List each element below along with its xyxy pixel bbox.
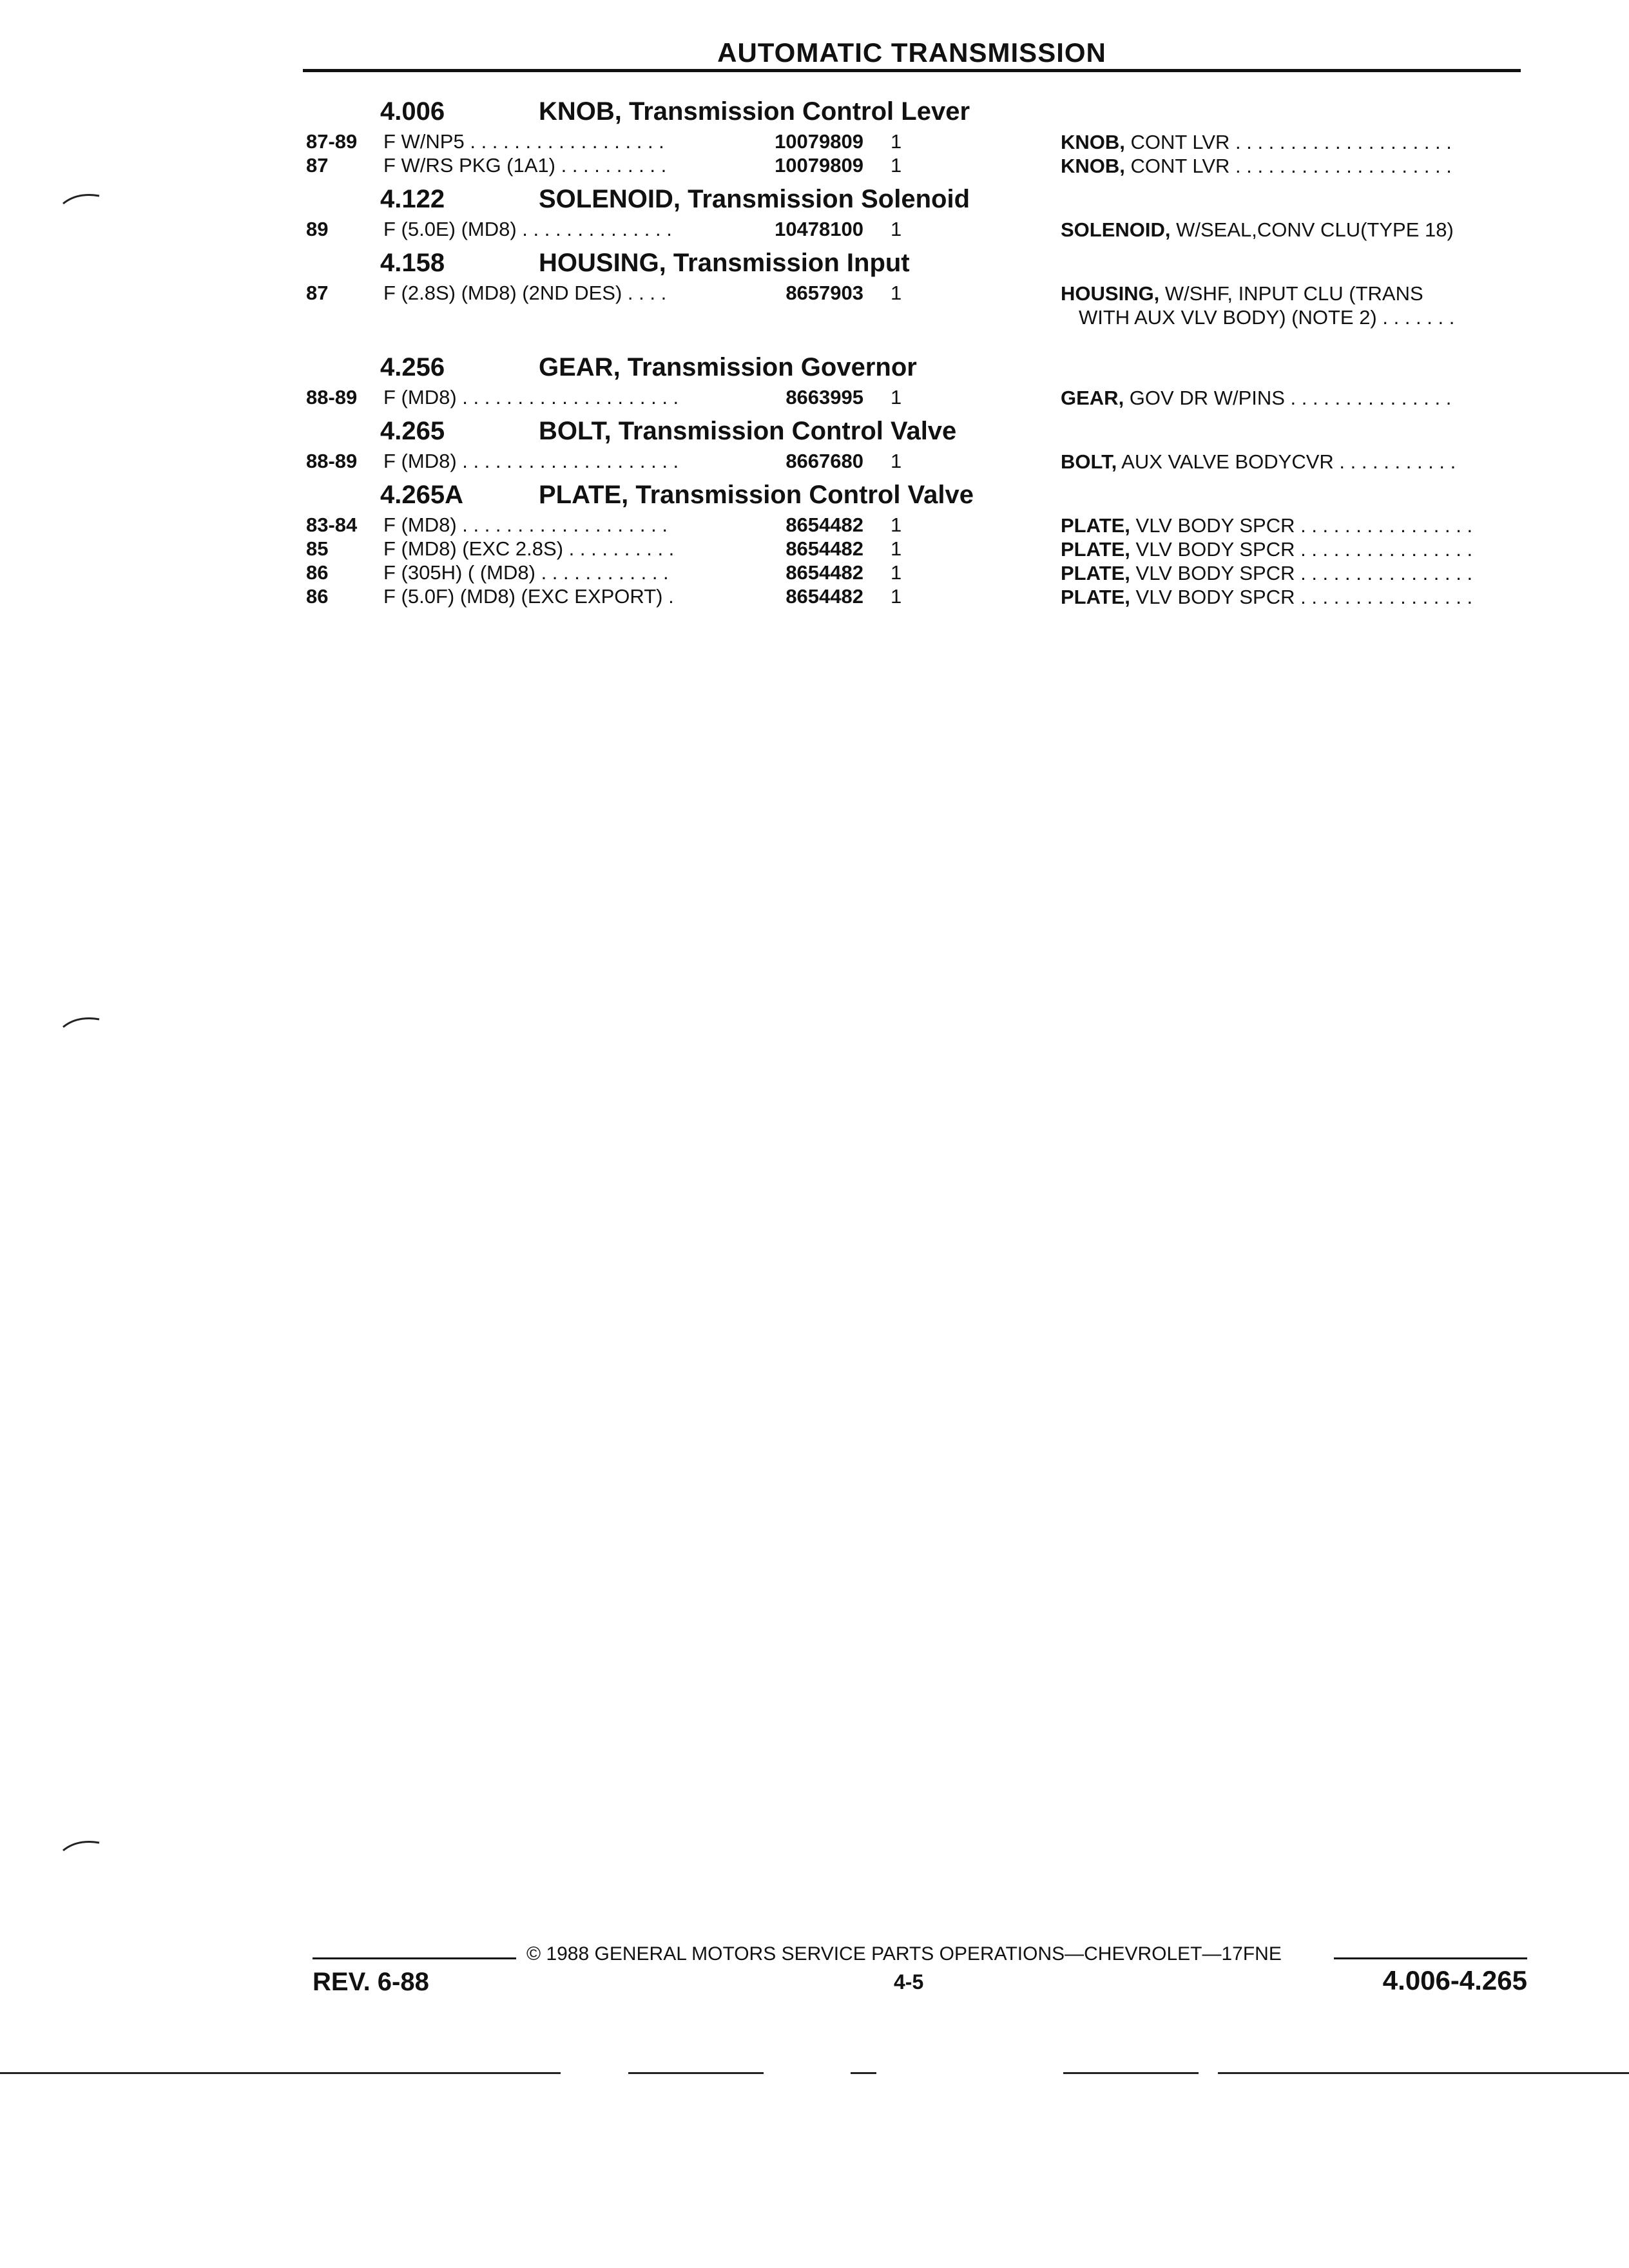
footer-rule [313, 1957, 516, 1959]
group-name: HOUSING, Transmission Input [539, 249, 910, 277]
nomenclature-text: VLV BODY SPCR . . . . . . . . . . . . . . . . [1130, 514, 1473, 537]
part-number: 10079809 [775, 154, 863, 177]
page-title: AUTOMATIC TRANSMISSION [717, 37, 1106, 68]
group-number: 4.265 [380, 417, 445, 445]
part-row [303, 561, 1527, 585]
nomenclature-key: KNOB, [1061, 155, 1125, 177]
group-heading [303, 410, 1527, 450]
usage-description: F W/RS PKG (1A1) . . . . . . . . . . [383, 154, 667, 177]
part-number: 8654482 [786, 514, 863, 536]
model-years: 88-89 [306, 386, 358, 408]
nomenclature [1061, 130, 1521, 154]
model-years: 86 [306, 561, 329, 584]
part-row [303, 386, 1527, 410]
nomenclature-key: PLATE, [1061, 538, 1130, 561]
nomenclature [1061, 561, 1521, 585]
nomenclature-text: CONT LVR . . . . . . . . . . . . . . . . . . . . [1124, 155, 1452, 177]
group-name: KNOB, Transmission Control Lever [539, 97, 970, 126]
part-number: 8667680 [786, 450, 863, 472]
binder-mark [62, 1010, 102, 1030]
spacer [303, 329, 1527, 346]
page-footer [313, 1939, 1537, 2004]
scan-edge-line [628, 2072, 764, 2074]
nomenclature-key: KNOB, [1061, 131, 1125, 153]
nomenclature-text: CONT LVR . . . . . . . . . . . . . . . . . . . . [1124, 131, 1452, 153]
copyright-notice: © 1988 GENERAL MOTORS SERVICE PARTS OPERATIONS—CHEVROLET—17FNE [526, 1943, 1282, 1965]
scan-edge-line [1218, 2072, 1629, 2074]
quantity: 1 [891, 514, 902, 536]
nomenclature-key: SOLENOID, [1061, 218, 1171, 241]
nomenclature-text: VLV BODY SPCR . . . . . . . . . . . . . . . . [1130, 562, 1473, 584]
usage-description: F (MD8) . . . . . . . . . . . . . . . . . . . . [383, 386, 679, 408]
model-years: 89 [306, 218, 329, 240]
nomenclature [1061, 450, 1521, 474]
group-number: 4.006 [380, 97, 445, 126]
group-number: 4.256 [380, 353, 445, 381]
scan-edge-line [0, 2072, 561, 2074]
quantity: 1 [891, 154, 902, 177]
binder-mark [62, 1834, 102, 1853]
model-years: 85 [306, 537, 329, 560]
part-row [303, 585, 1527, 609]
group-heading [303, 346, 1527, 386]
nomenclature [1061, 282, 1521, 329]
scan-edge-line [1063, 2072, 1199, 2074]
quantity: 1 [891, 585, 902, 608]
group-name: GEAR, Transmission Governor [539, 353, 917, 381]
group-heading [303, 242, 1527, 282]
part-row [303, 282, 1527, 329]
group-name: SOLENOID, Transmission Solenoid [539, 185, 970, 213]
part-number: 8657903 [786, 282, 863, 304]
group-name: BOLT, Transmission Control Valve [539, 417, 957, 445]
page-number: 4-5 [894, 1970, 924, 1994]
quantity: 1 [891, 130, 902, 153]
nomenclature-text: W/SEAL,CONV CLU(TYPE 18) [1170, 218, 1454, 241]
model-years: 87-89 [306, 130, 358, 153]
part-row [303, 450, 1527, 474]
nomenclature-text: W/SHF, INPUT CLU (TRANS [1159, 282, 1423, 305]
nomenclature [1061, 514, 1521, 537]
group-number: 4.122 [380, 185, 445, 213]
quantity: 1 [891, 450, 902, 472]
nomenclature [1061, 537, 1521, 561]
scan-edge-line [851, 2072, 876, 2074]
usage-description: F W/NP5 . . . . . . . . . . . . . . . . . . [383, 130, 664, 153]
nomenclature [1061, 585, 1521, 609]
nomenclature-key: PLATE, [1061, 586, 1130, 608]
quantity: 1 [891, 218, 902, 240]
quantity: 1 [891, 386, 902, 408]
part-row [303, 154, 1527, 178]
section-range: 4.006-4.265 [1382, 1965, 1527, 1995]
part-number: 8654482 [786, 561, 863, 584]
nomenclature-text: GOV DR W/PINS . . . . . . . . . . . . . . . [1124, 387, 1452, 409]
part-row [303, 130, 1527, 154]
group-heading [303, 178, 1527, 218]
model-years: 86 [306, 585, 329, 608]
revision-label: REV. 6-88 [313, 1968, 429, 1996]
usage-description: F (MD8) . . . . . . . . . . . . . . . . . . . [383, 514, 668, 536]
nomenclature [1061, 218, 1521, 242]
header-rule [303, 69, 1521, 72]
nomenclature-text: VLV BODY SPCR . . . . . . . . . . . . . . . . [1130, 586, 1473, 608]
usage-description: F (5.0E) (MD8) . . . . . . . . . . . . . . [383, 218, 672, 240]
quantity: 1 [891, 561, 902, 584]
part-number: 8654482 [786, 537, 863, 560]
parts-listing [303, 90, 1527, 609]
footer-rule [1334, 1957, 1527, 1959]
part-number: 8663995 [786, 386, 863, 408]
part-row [303, 537, 1527, 561]
nomenclature [1061, 386, 1521, 410]
nomenclature-text-line2: WITH AUX VLV BODY) (NOTE 2) . . . . . . . [1079, 306, 1455, 329]
nomenclature-key: PLATE, [1061, 514, 1130, 537]
nomenclature-key: HOUSING, [1061, 282, 1160, 305]
part-number: 10478100 [775, 218, 863, 240]
usage-description: F (MD8) . . . . . . . . . . . . . . . . . . . . [383, 450, 679, 472]
group-heading [303, 474, 1527, 514]
model-years: 83-84 [306, 514, 358, 536]
nomenclature-key: GEAR, [1061, 387, 1124, 409]
group-number: 4.265A [380, 481, 463, 509]
nomenclature [1061, 154, 1521, 178]
binder-mark [62, 187, 102, 206]
nomenclature-key: BOLT, [1061, 450, 1117, 473]
usage-description: F (305H) ( (MD8) . . . . . . . . . . . . [383, 561, 669, 584]
part-row [303, 218, 1527, 242]
part-number: 8654482 [786, 585, 863, 608]
part-number: 10079809 [775, 130, 863, 153]
part-row [303, 514, 1527, 537]
quantity: 1 [891, 282, 902, 304]
group-number: 4.158 [380, 249, 445, 277]
model-years: 87 [306, 154, 329, 177]
nomenclature-text: VLV BODY SPCR . . . . . . . . . . . . . . . . [1130, 538, 1473, 561]
usage-description: F (5.0F) (MD8) (EXC EXPORT) . [383, 585, 674, 608]
nomenclature-key: PLATE, [1061, 562, 1130, 584]
nomenclature-text: AUX VALVE BODYCVR . . . . . . . . . . . [1117, 450, 1456, 473]
group-heading [303, 90, 1527, 130]
usage-description: F (2.8S) (MD8) (2ND DES) . . . . [383, 282, 667, 304]
model-years: 88-89 [306, 450, 358, 472]
model-years: 87 [306, 282, 329, 304]
quantity: 1 [891, 537, 902, 560]
group-name: PLATE, Transmission Control Valve [539, 481, 974, 509]
usage-description: F (MD8) (EXC 2.8S) . . . . . . . . . . [383, 537, 675, 560]
